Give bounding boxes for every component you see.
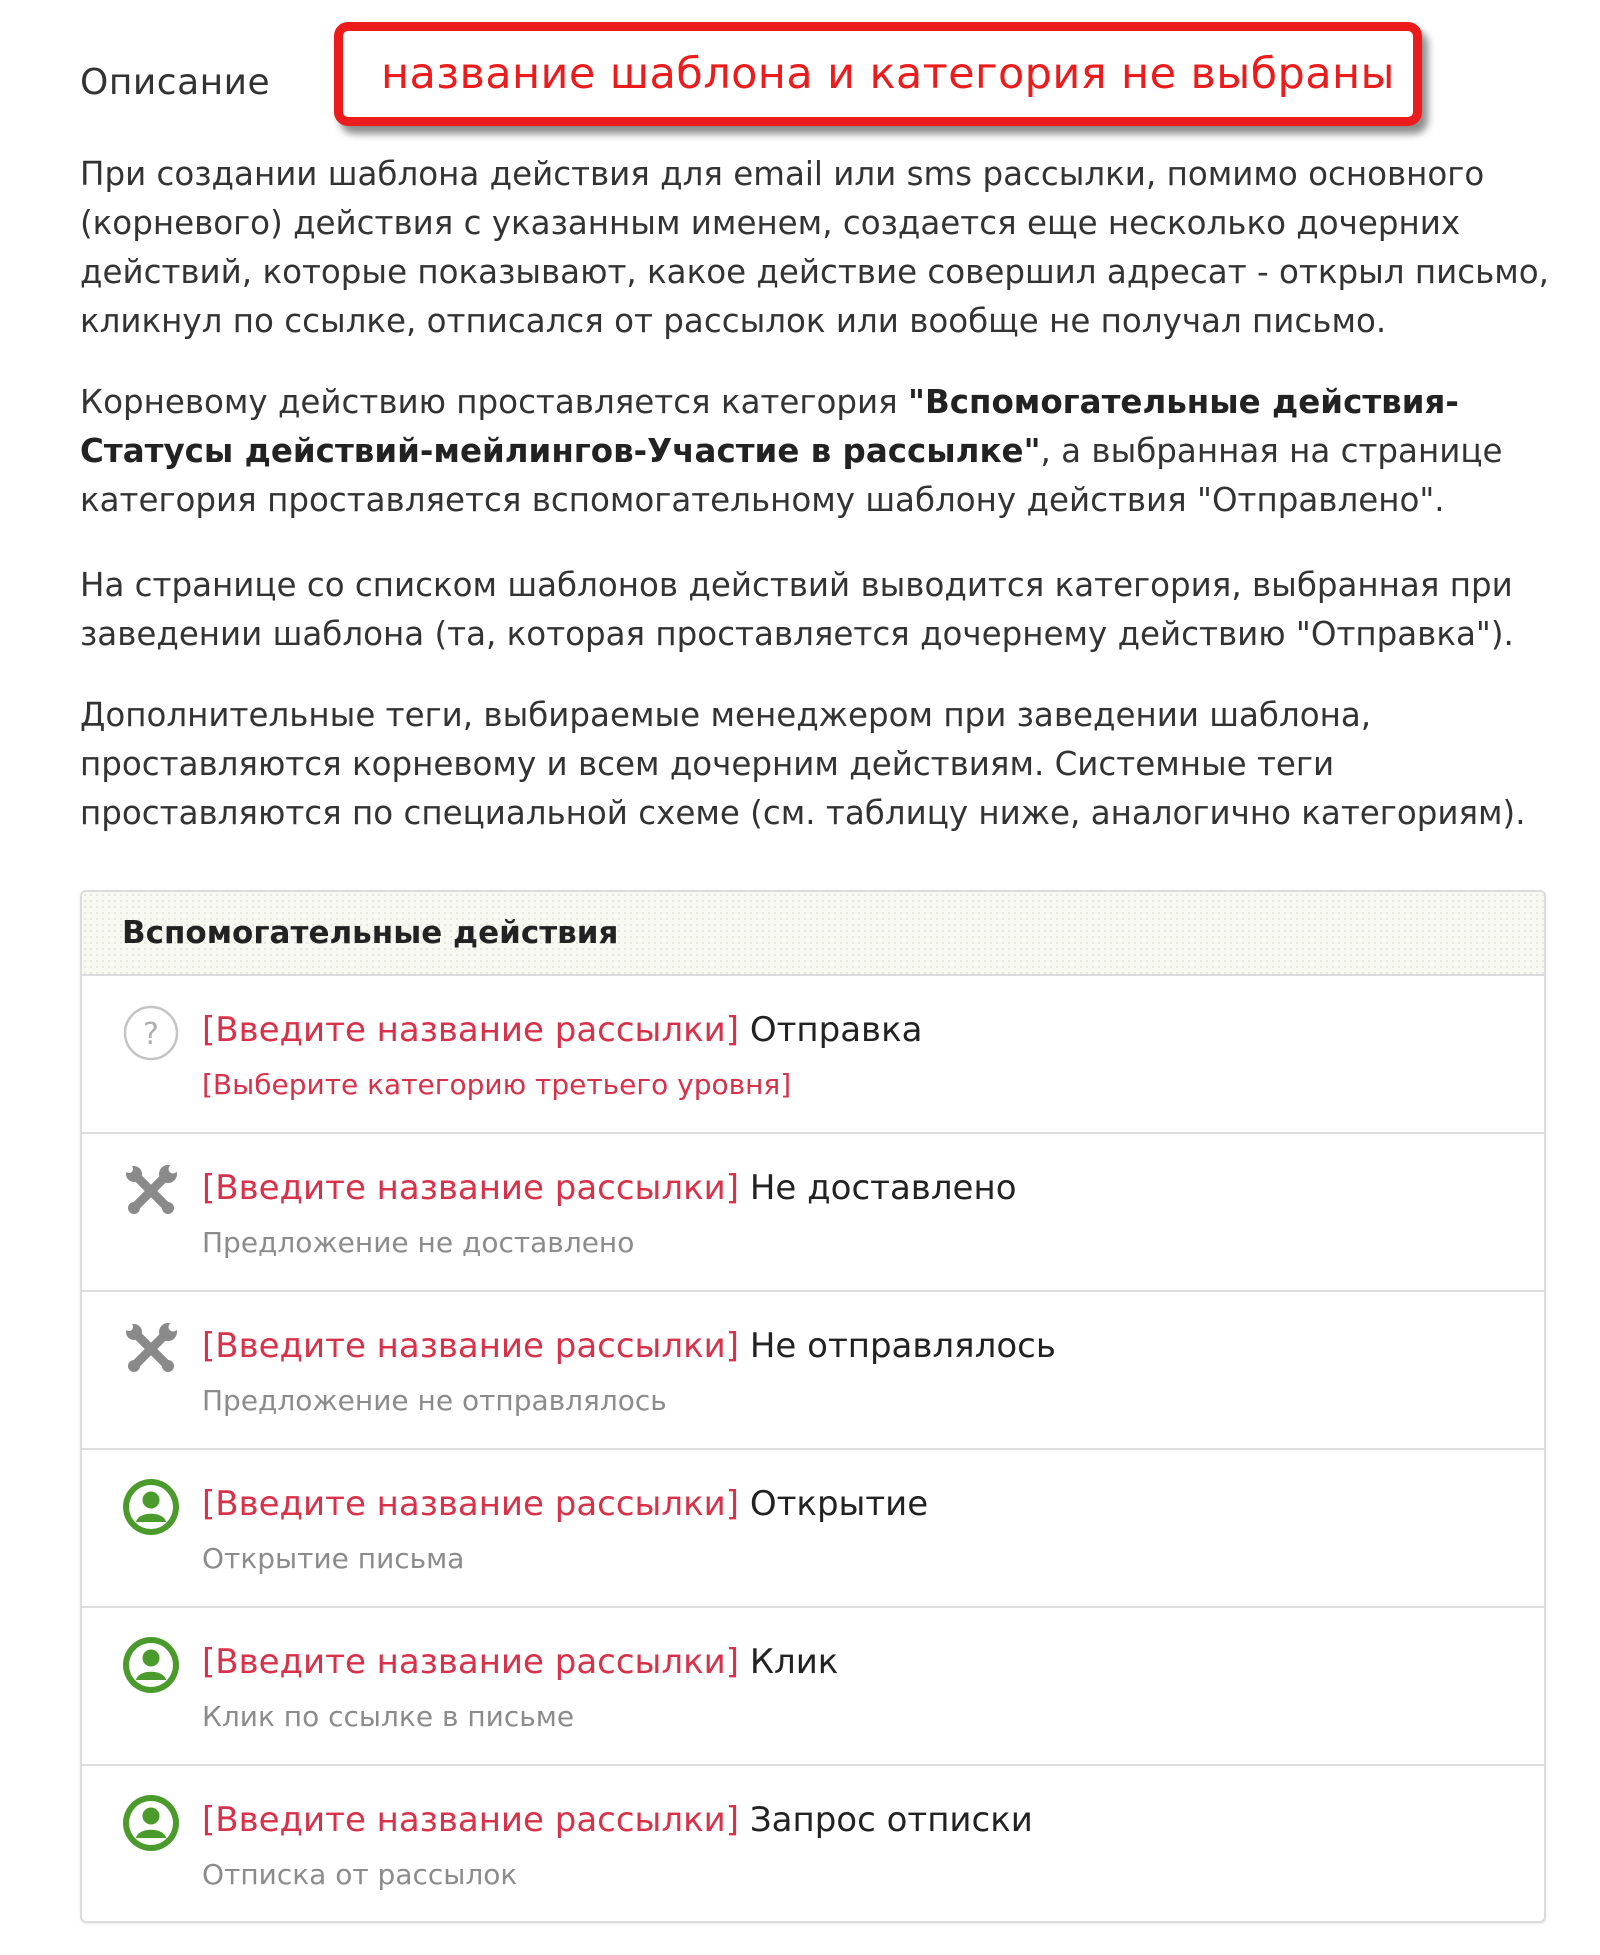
action-name: Запрос отписки <box>749 1800 1033 1840</box>
action-row-open[interactable] <box>82 1450 1544 1608</box>
root-category-name: "Вспомогательные действия-Статусы действий-мейлингов-Участие в рассылке" <box>80 383 1459 470</box>
mailing-name-placeholder[interactable]: [Введите название рассылки] <box>202 1326 740 1366</box>
question-icon <box>122 1004 180 1062</box>
action-name: Не доставлено <box>749 1168 1017 1208</box>
action-row-unsubscribe[interactable] <box>82 1766 1544 1923</box>
description-paragraph-3: На странице со списком шаблонов действий выводится категория, выбранная при заведении шаблона (та, которая проставляется дочернему действию "Отправка"). <box>80 566 1514 653</box>
panel-header <box>82 892 1544 976</box>
mailing-name-placeholder[interactable]: [Введите название рассылки] <box>202 1484 740 1524</box>
action-row-send[interactable] <box>82 976 1544 1134</box>
section-label-description: Описание <box>80 62 271 103</box>
action-subtitle: Предложение не доставлено <box>202 1226 635 1259</box>
category-placeholder[interactable]: [Выберите категорию третьего уровня] <box>202 1068 792 1101</box>
action-title <box>202 1168 1017 1208</box>
user-icon <box>122 1636 180 1694</box>
action-row-click[interactable] <box>82 1608 1544 1766</box>
action-subtitle: Отписка от рассылок <box>202 1858 518 1891</box>
action-title <box>202 1010 922 1050</box>
action-title <box>202 1800 1033 1840</box>
action-name: Не отправлялось <box>749 1326 1056 1366</box>
tools-icon <box>122 1320 180 1378</box>
description-paragraph-4: Дополнительные теги, выбираемые менеджером при заведении шаблона, проставляются корневому и всем дочерним действиям. Системные теги проставляются по специальной схеме (см. таблицу ниже, аналогично категориям). <box>80 696 1526 832</box>
action-name: Открытие <box>749 1484 929 1524</box>
description-paragraph-1: При создании шаблона действия для email или sms рассылки, помимо основного (корневого) действия с указанным именем, создается еще несколько дочерних действий, которые показывают, какое действие совершил адресат - открыл письмо, кликнул по ссылке, отписался от рассылок или вообще не получал письмо. <box>80 155 1549 340</box>
action-name: Клик <box>749 1642 839 1682</box>
user-icon <box>122 1794 180 1852</box>
mailing-name-placeholder[interactable]: [Введите название рассылки] <box>202 1168 740 1208</box>
tools-icon <box>122 1162 180 1220</box>
svg-text:?: ? <box>143 1017 159 1052</box>
annotation-callout <box>334 22 1422 126</box>
mailing-name-placeholder[interactable]: [Введите название рассылки] <box>202 1010 740 1050</box>
action-row-not-delivered[interactable] <box>82 1134 1544 1292</box>
mailing-name-placeholder[interactable]: [Введите название рассылки] <box>202 1642 740 1682</box>
mailing-name-placeholder[interactable]: [Введите название рассылки] <box>202 1800 740 1840</box>
action-row-not-sent[interactable] <box>82 1292 1544 1450</box>
action-title <box>202 1642 838 1682</box>
description-paragraph-2 <box>80 378 1550 525</box>
annotation-callout-text: название шаблона и категория не выбраны <box>381 49 1395 99</box>
action-name: Отправка <box>749 1010 923 1050</box>
action-subtitle: Клик по ссылке в письме <box>202 1700 575 1733</box>
paragraph-2-text-after: , а выбранная на странице категория проставляется вспомогательному шаблону действия "Отправлено". <box>80 432 1503 519</box>
auxiliary-actions-panel <box>80 890 1546 1923</box>
user-icon <box>122 1478 180 1536</box>
action-subtitle: Предложение не отправлялось <box>202 1384 667 1417</box>
panel-title: Вспомогательные действия <box>122 915 619 951</box>
action-title <box>202 1326 1056 1366</box>
action-title <box>202 1484 928 1524</box>
paragraph-2-text-before: Корневому действию проставляется категория <box>80 383 909 421</box>
action-subtitle: Открытие письма <box>202 1542 465 1575</box>
